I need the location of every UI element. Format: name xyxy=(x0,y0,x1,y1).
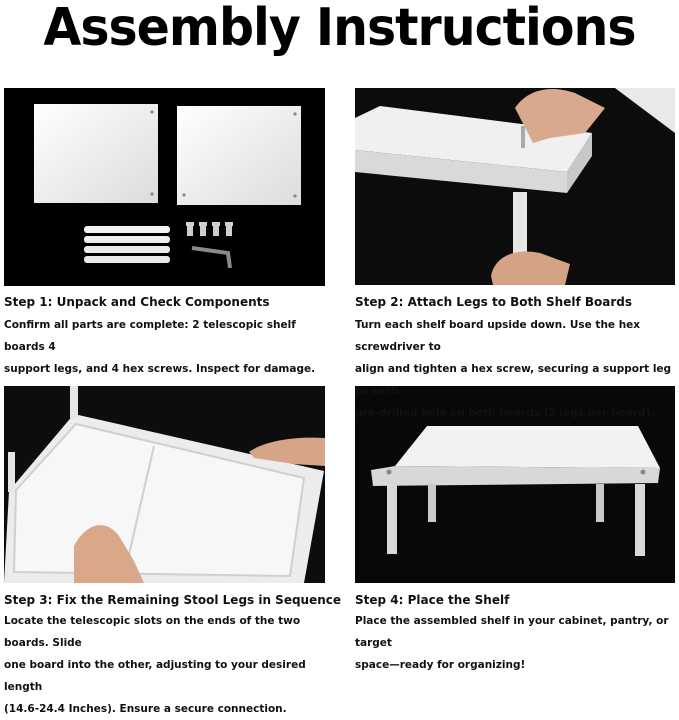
step3-description xyxy=(4,610,344,720)
step4-line: space—ready for organizing! xyxy=(355,659,526,671)
step2-title: Step 2: Attach Legs to Both Shelf Boards xyxy=(355,295,632,309)
step3-title: Step 3: Fix the Remaining Stool Legs in Sequence xyxy=(4,593,342,607)
step2-line: Turn each shelf board upside down. Use the hex screwdriver to xyxy=(355,319,641,353)
support-legs xyxy=(84,226,170,263)
step1-photo xyxy=(4,88,325,286)
step2-line: align and tighten a hex screw, securing a support leg to each xyxy=(355,363,672,397)
step1-description xyxy=(4,314,334,380)
step3-line: (14.6-24.4 Inches). Ensure a secure connection. xyxy=(4,703,287,715)
step1-title: Step 1: Unpack and Check Components xyxy=(4,295,270,309)
shelf-board-2 xyxy=(177,106,301,205)
step2-line: pre-drilled hole on both boards (2 legs per board). xyxy=(355,407,655,419)
step2-photo xyxy=(355,88,675,285)
support-leg xyxy=(513,192,527,262)
step1-line: support legs, and 4 hex screws. Inspect for damage. xyxy=(4,363,316,375)
step3-line: one board into the other, adjusting to your desired length xyxy=(4,659,306,693)
step1-line: Confirm all parts are complete: 2 telescopic shelf boards 4 xyxy=(4,319,296,353)
step2-description xyxy=(355,314,677,424)
step3-photo xyxy=(4,386,325,583)
page-title: Assembly Instructions xyxy=(43,0,636,58)
step4-description xyxy=(355,610,677,676)
step3-line: Locate the telescopic slots on the ends of the two boards. Slide xyxy=(4,615,301,649)
step4-line: Place the assembled shelf in your cabinet, pantry, or target xyxy=(355,615,669,649)
hex-screws xyxy=(186,222,233,236)
assembled-shelf-top xyxy=(395,426,660,468)
shelf-board-1 xyxy=(34,104,158,203)
step4-title: Step 4: Place the Shelf xyxy=(355,593,510,607)
shelf-leg xyxy=(387,484,397,554)
hex-key xyxy=(192,248,230,268)
